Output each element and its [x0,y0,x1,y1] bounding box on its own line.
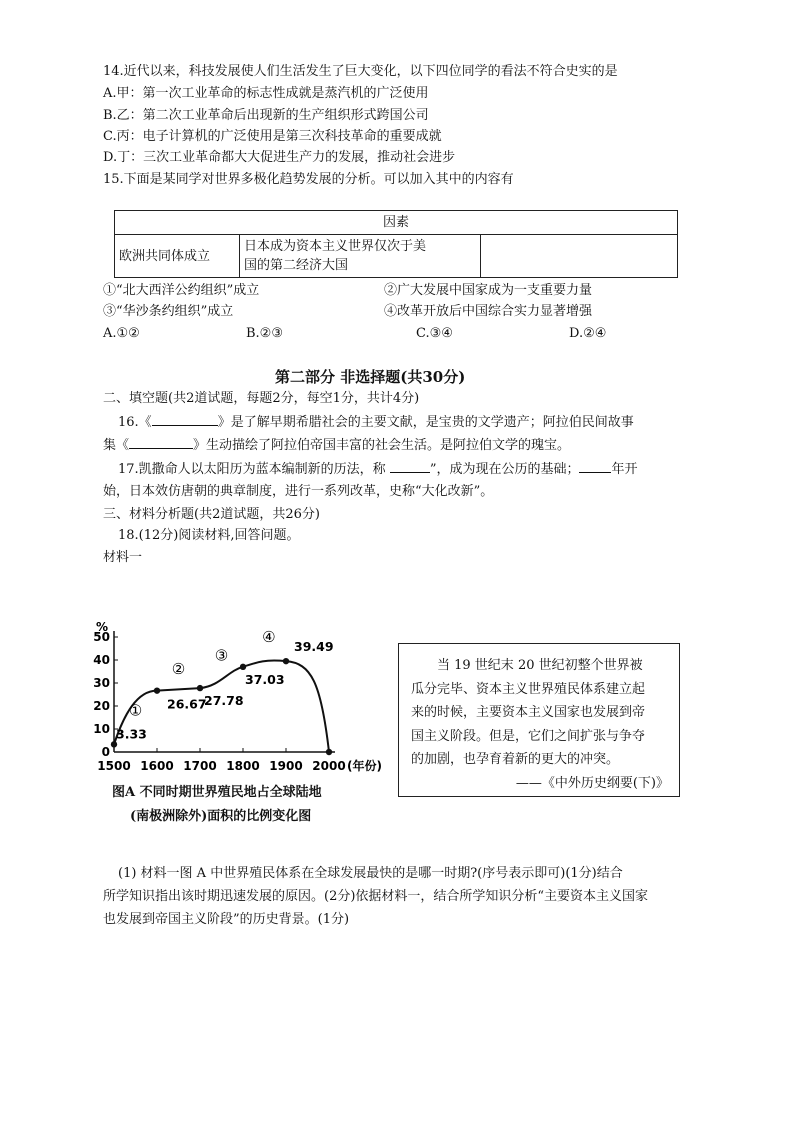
q16-line2 [103,435,570,456]
q14-option-a: A.甲：第一次工业革命的标志性成就是蒸汽机的广泛使用 [103,86,429,101]
data-point [283,658,289,664]
analysis-heading: 三、材料分析题(共2道试题，共26分) [103,507,320,522]
q15-choice-2: ②广大发展中国家成为一支重要力量 [384,283,593,298]
q15-answer-c: C.③④ [416,326,453,341]
q18-sub1-line1: (1) 材料一图 A 中世界殖民体系在全球发展最快的是哪一时期?(序号表示即可)(1分)结合 [118,866,623,881]
q16-line2-suffix: 》生动描绘了阿拉伯帝国丰富的社会生活。是阿拉伯文学的瑰宝。 [193,438,571,453]
q16-blank-2[interactable] [129,435,193,449]
q17-line1-prefix: 17.凯撒命人以太阳历为蓝本编制新的历法，称 [118,462,386,477]
data-label: 3.33 [116,726,147,742]
q17-line2: 始，日本效仿唐朝的典章制度，进行一系列改革，史称“大化改新”。 [103,484,494,499]
q18-sub1-line2: 所学知识指出该时期迅速发展的原因。(2分)依据材料一，结合所学知识分析“主要资本主义国家 [103,889,649,904]
quote-line: 当 19 世纪末 20 世纪初整个世界被 [437,658,643,673]
y-tick-label: 10 [93,722,110,736]
q15-choice-4: ④改革开放后中国综合实力显著增强 [384,304,593,319]
q17-line1 [118,459,638,480]
q14-option-d: D.丁：三次工业革命都大大促进生产力的发展，推动社会进步 [103,150,456,165]
x-tick-label: 1700 [183,759,217,773]
colony-area-chart [86,620,396,778]
factor-table [114,210,678,278]
chart-caption-line2: (南极洲除外)面积的比例变化图 [130,809,312,824]
stage-marker: ③ [214,646,229,665]
q16-blank-1[interactable] [152,412,218,426]
q17-line1-suffix: 年开 [611,462,638,477]
q14-option-c: C.丙：电子计算机的广泛使用是第三次科技革命的重要成就 [103,129,442,144]
q16-line1 [118,412,634,433]
chart-caption-line1: 图A 不同时期世界殖民地占全球陆地 [112,785,322,800]
q15-choice-1: ①“北大西洋公约组织”成立 [103,283,260,298]
data-point [326,749,332,755]
data-point [154,687,160,693]
y-tick-label: 50 [93,630,110,644]
y-tick-label: 20 [93,699,110,713]
stage-marker: ② [171,660,186,679]
data-point [111,741,117,747]
data-label: 27.78 [204,693,244,709]
data-point [197,685,203,691]
q14-stem: 14.近代以来，科技发展使人们生活发生了巨大变化，以下四位同学的看法不符合史实的是 [103,64,618,79]
x-tick-label: 1500 [97,759,131,773]
x-tick-label: 1800 [226,759,260,773]
quote-line: 瓜分完毕、资本主义世界殖民体系建立起 [411,681,646,697]
q18-sub1-line3: 也发展到帝国主义阶段”的历史背景。(1分) [103,912,350,927]
y-tick-label: 0 [101,745,110,759]
fill-heading: 二、填空题(共2道试题，每题2分，每空1分，共计4分) [103,391,420,406]
y-tick-label: 40 [93,653,110,667]
data-label: 37.03 [245,671,285,687]
factor-table-header: 因素 [115,211,678,235]
factor-cell-japan-line1: 日本成为资本主义世界仅次于美 [244,239,427,254]
q16-line1-prefix: 16.《 [118,415,152,430]
y-unit-label: % [96,620,109,634]
q15-stem: 15.下面是某同学对世界多极化趋势发展的分析。可以加入其中的内容有 [103,172,514,187]
data-point [240,664,246,670]
q15-answer-a: A.①② [103,326,140,341]
q14-option-b: B.乙：第二次工业革命后出现新的生产组织形式跨国公司 [103,108,429,123]
q17-line1-mid: ”，成为现在公历的基础； [429,462,580,477]
data-label: 26.67 [167,696,207,712]
q16-line1-suffix: 》是了解早期希腊社会的主要文献，是宝贵的文学遗产；阿拉伯民间故事 [217,415,634,430]
q15-answer-d: D.②④ [569,326,607,341]
x-tick-label: 2000 [312,759,346,773]
factor-cell-japan-line2: 国的第二经济大国 [244,258,349,273]
quote-source: ——《中外历史纲要(下)》 [515,775,669,791]
q18-stem: 18.(12分)阅读材料,回答问题。 [118,528,300,543]
stage-marker: ① [128,701,143,720]
quote-line: 来的时候，主要资本主义国家也发展到帝 [411,705,646,720]
x-unit-label: (年份) [347,759,382,773]
stage-marker: ④ [262,628,276,646]
q15-choice-3: ③“华沙条约组织”成立 [103,304,234,319]
factor-cell-empty [481,235,678,278]
data-label: 39.49 [294,639,334,655]
q17-blank-2[interactable] [579,459,611,473]
quote-line: 国主义阶段。但是，它们之间扩张与争夺 [411,728,646,744]
q16-line2-prefix: 集《 [103,438,130,453]
factor-cell-japan [240,235,481,278]
x-tick-label: 1600 [140,759,174,773]
q17-blank-1[interactable] [390,459,430,473]
material-label: 材料一 [103,550,143,565]
q15-answer-b: B.②③ [246,326,283,341]
quote-box [398,643,680,797]
factor-cell-ec: 欧洲共同体成立 [115,235,240,278]
y-tick-label: 30 [93,676,110,690]
quote-line: 的加剧，也孕育着新的更大的冲突。 [411,752,620,767]
part2-title: 第二部分 非选择题(共30分) [275,368,466,386]
x-tick-label: 1900 [269,759,303,773]
